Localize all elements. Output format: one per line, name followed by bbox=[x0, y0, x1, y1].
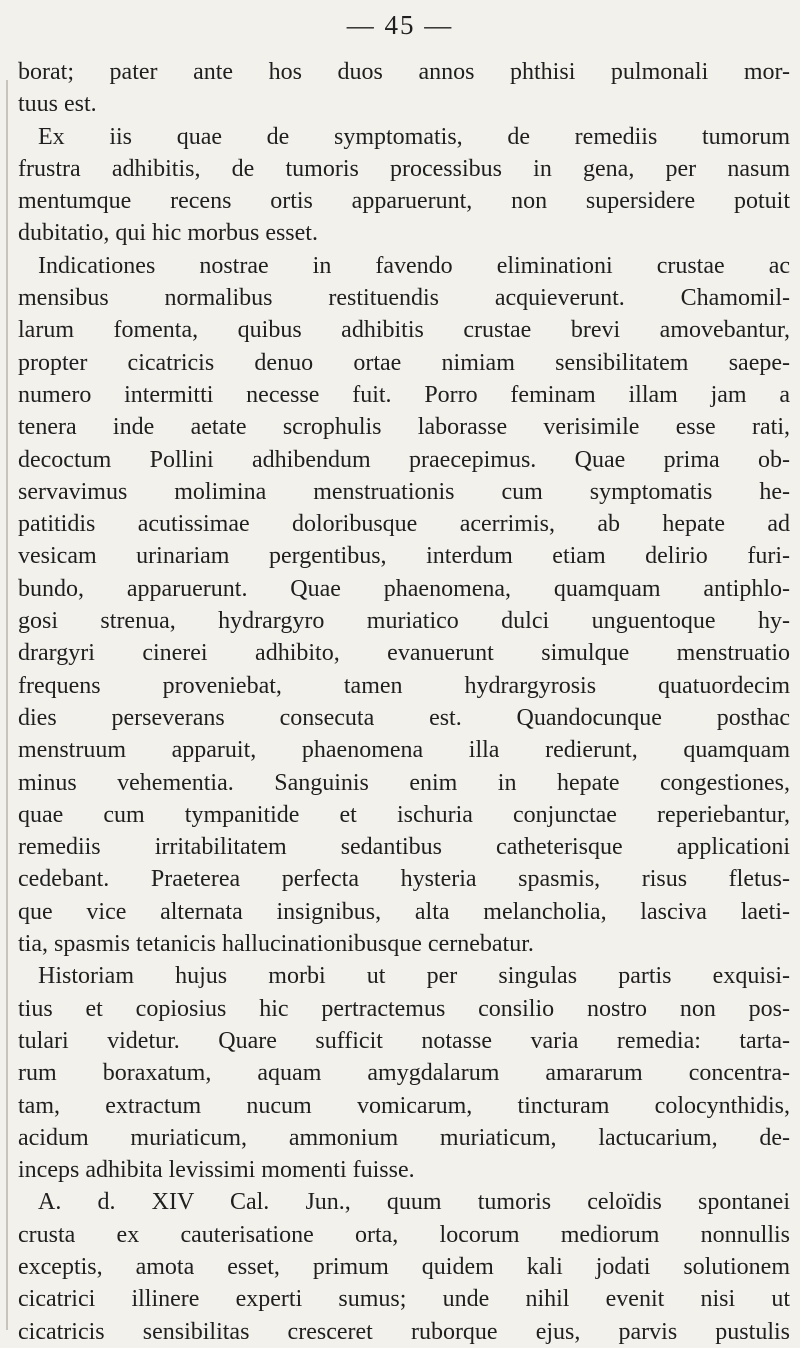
text-line: numero intermitti necesse fuit. Porro feminam illam jam a bbox=[18, 381, 790, 408]
text-line: mensibus normalibus restituendis acquieverunt. Chamomil- bbox=[18, 285, 790, 312]
text-line: quae cum tympanitide et ischuria conjunctae reperiebantur, bbox=[18, 801, 790, 828]
text-line: larum fomenta, quibus adhibitis crustae brevi amovebantur, bbox=[18, 317, 790, 344]
text-line: crusta ex cauterisatione orta, locorum mediorum nonnullis bbox=[18, 1221, 790, 1248]
text-line: remediis irritabilitatem sedantibus catheterisque applicationi bbox=[18, 834, 790, 861]
text-line: Historiam hujus morbi ut per singulas partis exquisi- bbox=[38, 963, 790, 990]
text-line: borat; pater ante hos duos annos phthisi pulmonali mor- bbox=[18, 59, 790, 85]
text-line: dies perseverans consecuta est. Quandocunque posthac bbox=[18, 704, 790, 731]
text-line: inceps adhibita levissimi momenti fuisse. bbox=[18, 1157, 415, 1184]
text-line: acidum muriaticum, ammonium muriaticum, lactucarium, de- bbox=[18, 1124, 790, 1151]
text-line: minus vehementia. Sanguinis enim in hepate congestiones, bbox=[18, 769, 790, 796]
text-line: que vice alternata insignibus, alta melancholia, lasciva laeti- bbox=[18, 898, 790, 925]
text-line: cedebant. Praeterea perfecta hysteria spasmis, risus fletus- bbox=[18, 866, 790, 893]
text-line: tam, extractum nucum vomicarum, tincturam colocynthidis, bbox=[18, 1092, 790, 1119]
text-line: cicatrici illinere experti sumus; unde nihil evenit nisi ut bbox=[18, 1286, 790, 1313]
text-line: A. d. XIV Cal. Jun., quum tumoris celoïdis spontanei bbox=[38, 1189, 790, 1216]
text-line: rum boraxatum, aquam amygdalarum amararum concentra- bbox=[18, 1060, 790, 1087]
text-line: patitidis acutissimae doloribusque acerrimis, ab hepate ad bbox=[18, 511, 790, 538]
text-line: menstruum apparuit, phaenomena illa redierunt, quamquam bbox=[18, 737, 790, 764]
text-line: exceptis, amota esset, primum quidem kali jodati solutionem bbox=[18, 1253, 790, 1280]
text-line: frequens proveniebat, tamen hydrargyrosis quatuordecim bbox=[18, 672, 790, 699]
text-line: vesicam urinariam pergentibus, interdum etiam delirio furi- bbox=[18, 543, 790, 570]
text-line: frustra adhibitis, de tumoris processibus in gena, per nasum bbox=[18, 155, 790, 182]
text-line: decoctum Pollini adhibendum praecepimus. Quae prima ob- bbox=[18, 446, 790, 473]
text-line: cicatricis sensibilitas cresceret ruborque ejus, parvis pustulis bbox=[18, 1318, 790, 1345]
text-line: mentumque recens ortis apparuerunt, non supersidere potuit bbox=[18, 188, 790, 215]
text-line: tius et copiosius hic pertractemus consilio nostro non pos- bbox=[18, 995, 790, 1022]
text-line: tenera inde aetate scrophulis laborasse verisimile esse rati, bbox=[18, 414, 790, 441]
text-line: tulari videtur. Quare sufficit notasse varia remedia: tarta- bbox=[18, 1027, 790, 1054]
text-line: dubitatio, qui hic morbus esset. bbox=[18, 220, 318, 247]
body-text bbox=[18, 56, 790, 1348]
text-line: bundo, apparuerunt. Quae phaenomena, quamquam antiphlo- bbox=[18, 575, 790, 602]
text-line: servavimus molimina menstruationis cum symptomatis he- bbox=[18, 478, 790, 505]
text-line: gosi strenua, hydrargyro muriatico dulci unguentoque hy- bbox=[18, 608, 790, 635]
text-line: Ex iis quae de symptomatis, de remediis tumorum bbox=[38, 123, 790, 150]
text-line: tia, spasmis tetanicis hallucinationibusque cernebatur. bbox=[18, 931, 534, 958]
text-line: drargyri cinerei adhibito, evanuerunt simulque menstruatio bbox=[18, 640, 790, 667]
text-line: Indicationes nostrae in favendo eliminationi crustae ac bbox=[38, 252, 790, 279]
text-line: tuus est. bbox=[18, 91, 97, 118]
page-number: — 45 — bbox=[346, 10, 454, 40]
text-line: propter cicatricis denuo ortae nimiam sensibilitatem saepe- bbox=[18, 349, 790, 376]
page-edge-shadow bbox=[6, 80, 8, 1330]
